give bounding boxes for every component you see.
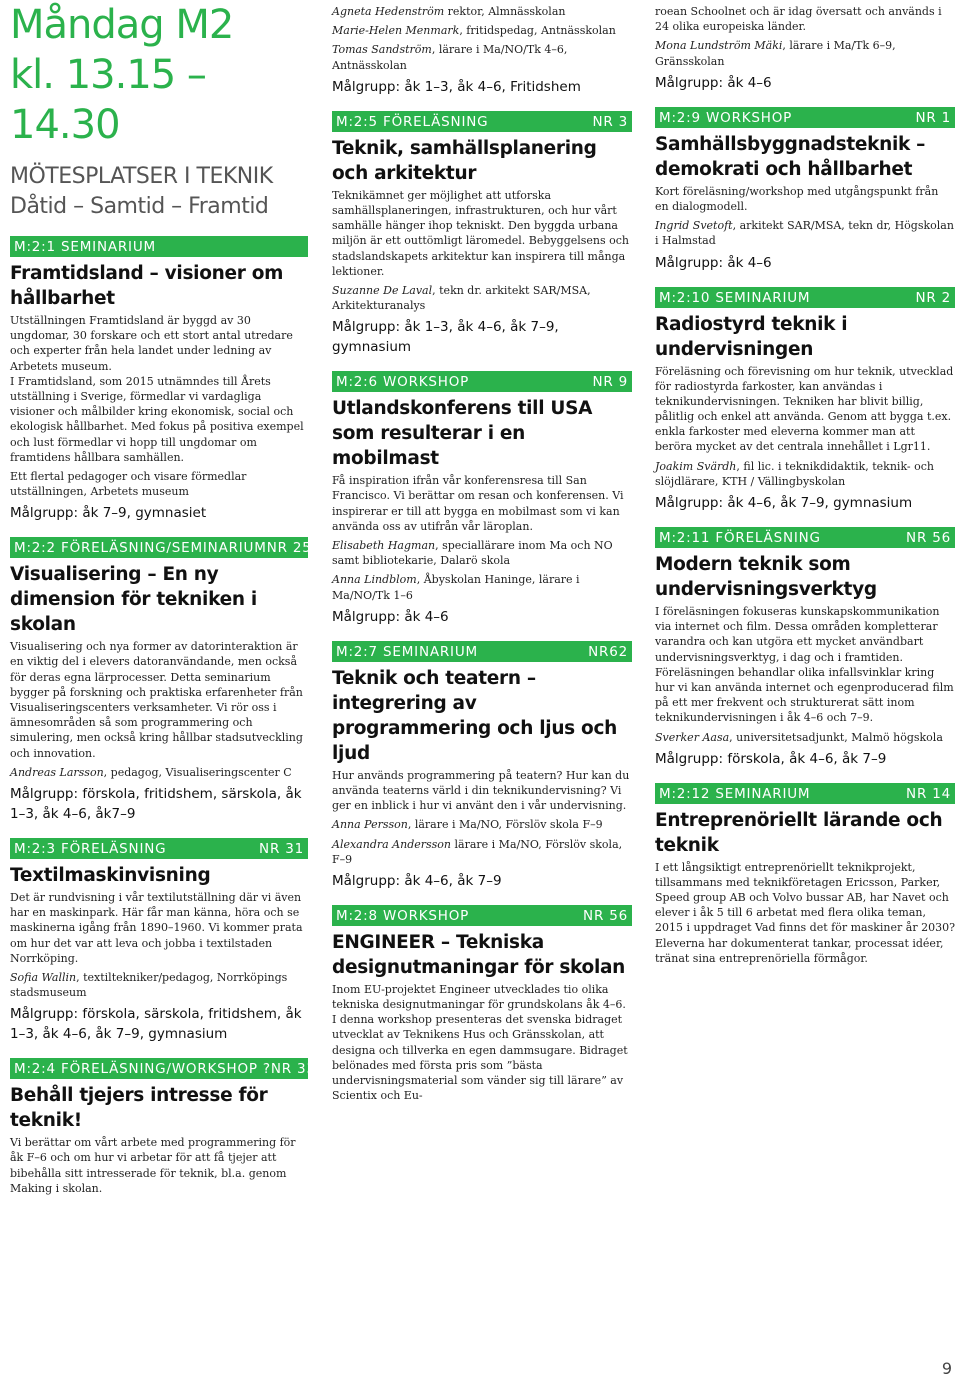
session-code: M:2:11 FÖRELÄSNING bbox=[659, 530, 821, 546]
session-title: Teknik, samhällsplanering och arkitektur bbox=[332, 137, 597, 184]
session-code: M:2:9 WORKSHOP bbox=[659, 109, 793, 126]
session-description: I ett långsiktigt entreprenöriellt teknikprojekt, tillsammans med teknikföretagen Ericsson, Parker, Speed group AB och Volvo bussar AB, har Navet och elever i åk 5 till 6 arbetat med flera olika teman, 2015 i uppdraget Vad finns det för maskiner år 2030? Eleverna har dokumenterat tankar, processat idéer, tränat sina entreprenöriella förmågor. bbox=[655, 860, 955, 965]
session-code: M:2:12 SEMINARIUM bbox=[659, 785, 811, 802]
day-title: Måndag M2 bbox=[10, 2, 234, 48]
session-bar bbox=[655, 783, 955, 804]
presenter-affiliation: Ett flertal pedagoger och visare förmedlar utställningen, Arbetets museum bbox=[10, 469, 247, 499]
program-item bbox=[655, 527, 955, 769]
session-bar bbox=[655, 527, 955, 548]
session-description: I Framtidsland, som 2015 utnämndes till Årets utställning i Sverige, förmedlar vi vardagliga visioner och målbilder kring ekonomisk, social och ekologisk hållbarhet. Med fokus på positiva exempel och lust förmedlar vi hopp till ungdomar om framtidens hållbara samhällen. bbox=[10, 374, 304, 464]
presenter-name: Joakim Svärdh bbox=[655, 459, 737, 473]
column-middle bbox=[332, 0, 632, 1384]
presenter bbox=[332, 4, 632, 19]
presenter-name: Anna Lindblom bbox=[332, 573, 417, 587]
presenter-name: Marie-Helen Menmark bbox=[332, 24, 460, 38]
presenter-affiliation: , Åbyskolan Haninge, lärare i Ma/NO/Tk 1–6 bbox=[332, 573, 580, 602]
session-description: Kort föreläsning/workshop med utgångspunkt från en dialogmodell. bbox=[655, 184, 939, 213]
presenter-name: Elisabeth Hagman bbox=[332, 539, 436, 552]
theme-subtitle: Dåtid – Samtid – Framtid bbox=[10, 194, 269, 219]
program-item bbox=[332, 641, 632, 891]
program-item bbox=[655, 4, 955, 93]
target-group: Målgrupp: åk 7–9, gymnasiet bbox=[10, 505, 207, 522]
session-bar bbox=[332, 905, 632, 926]
presenter-affiliation: , speciallärare inom Ma och NO samt bibliotekarie, Dalarö skola bbox=[332, 539, 613, 568]
presenter-affiliation: , lärare i Ma/Tk 6–9, Gränsskolan bbox=[655, 39, 896, 68]
session-title: Framtidsland – visioner om hållbarhet bbox=[10, 263, 284, 309]
target-group: Målgrupp: förskola, åk 4–6, åk 7–9 bbox=[655, 750, 887, 767]
presenter bbox=[655, 730, 955, 745]
presenter-name: Sverker Aasa bbox=[655, 730, 730, 744]
session-code: M:2:2 FÖRELÄSNING/SEMINARIUM bbox=[14, 540, 267, 557]
session-room: NR 56 bbox=[583, 907, 628, 924]
presenter-name: Sofia Wallin bbox=[10, 970, 77, 984]
presenter bbox=[655, 218, 955, 248]
session-room: NR 2 bbox=[915, 289, 951, 306]
column-left bbox=[10, 0, 316, 1384]
theme-title: MÖTESPLATSER I TEKNIK bbox=[10, 164, 273, 189]
session-description: Det är rundvisning i vår textilutställning där vi även har en maskinpark. Här får man känna, höra och se maskinerna igång från 1890–1960. Vi kommer prata om hur det var att leva och jobba i textilstaden Norrköping. bbox=[10, 890, 303, 965]
target-group: Målgrupp: förskola, fritidshem, särskola, åk 1–3, åk 4–6, åk7–9 bbox=[10, 785, 302, 822]
presenter-affiliation: , lärare i Ma/NO/Tk 4–6, Antnässkolan bbox=[332, 43, 568, 72]
program-item bbox=[10, 236, 308, 523]
presenter bbox=[332, 572, 632, 602]
session-description: Visualisering och nya former av datorinteraktion är en viktig del i elevers datoranvändande, men också för deras egna lärprocesser. Detta seminarium bygger på forskning och praktiska erfarenheter från Visualiseringscenters verksamheter. Vi rör oss i ämnesområden så som programmering och simulering, men också kring hållbar stadsutveckling och innovation. bbox=[10, 640, 303, 760]
target-group: Målgrupp: åk 4–6 bbox=[655, 74, 772, 91]
presenter-affiliation: , fil lic. i teknikdidaktik, teknik- och slöjdlärare, KTH / Vällingbyskolan bbox=[655, 459, 934, 488]
session-code: M:2:1 SEMINARIUM bbox=[14, 239, 156, 255]
session-description: Vi berättar om vårt arbete med programmering för åk F–6 och om hur vi arbetar för att få tjejer att bibehålla sitt intresserade för teknik, bl.a. genom Making i skolan. bbox=[10, 1136, 296, 1195]
session-bar bbox=[10, 1058, 316, 1079]
presenter-affiliation: , arkitekt SAR/MSA, tekn dr, Högskolan i Halmstad bbox=[655, 219, 954, 248]
presenter-name: Agneta Hedenström bbox=[332, 5, 445, 18]
target-group: Målgrupp: åk 4–6 bbox=[655, 254, 772, 271]
presenter bbox=[10, 970, 308, 1000]
session-room: NR 3 bbox=[592, 113, 628, 130]
session-room: NR 14 bbox=[906, 785, 951, 802]
session-description: Utställningen Framtidsland är byggd av 30 ungdomar, 30 forskare och ett stort antal utredare och experter från hela landet under ledning av Arbetets museum. bbox=[10, 314, 293, 373]
target-group: Målgrupp: åk 1–3, åk 4–6, åk 7–9, gymnasium bbox=[332, 319, 559, 356]
session-bar bbox=[332, 371, 632, 392]
presenter-affiliation: , tekn dr. arkitekt SAR/MSA, Arkitekturanalys bbox=[332, 283, 591, 313]
session-title: Textilmaskinvisning bbox=[10, 864, 211, 886]
presenter-affiliation: , pedagog, Visualiseringscenter C bbox=[103, 765, 292, 779]
session-description: I föreläsningen fokuseras kunskapskommunikation via internet och film. Dessa områden kompletterar varandra och kan utgöra ett mycket användbart undervisningsverktyg, i dag och i framtiden. Föreläsningen behandlar olika infallsvinklar kring hur vi kan använda internet och egenproducerad film på ett mer frekvent och strukturerat sätt inom teknikundervisningen i åk 4–6 och 7–9. bbox=[655, 605, 954, 725]
target-group: Målgrupp: förskola, särskola, fritidshem, åk 1–3, åk 4–6, åk 7–9, gymnasium bbox=[10, 1006, 302, 1043]
presenter-affiliation: rektor, Almnässkolan bbox=[444, 5, 566, 18]
session-room: NR62 bbox=[588, 643, 628, 660]
session-code: M:2:4 FÖRELÄSNING/WORKSHOP ? bbox=[14, 1061, 271, 1078]
session-code: M:2:10 SEMINARIUM bbox=[659, 289, 811, 306]
session-title: Utlandskonferens till USA som resulterar i en mobilmast bbox=[332, 398, 593, 470]
presenter-affiliation: , lärare i Ma/NO, Förslöv skola F–9 bbox=[407, 818, 603, 832]
presenter-affiliation: , universitetsadjunkt, Malmö högskola bbox=[729, 730, 943, 744]
session-description: roean Schoolnet och är idag översatt och används i 24 olika europeiska länder. bbox=[655, 5, 942, 34]
presenter-affiliation: , textiltekniker/pedagog, Norrköpings stadsmuseum bbox=[10, 970, 288, 1000]
session-bar bbox=[332, 111, 632, 132]
program-item bbox=[10, 537, 312, 824]
session-description: Få inspiration ifrån vår konferensresa till San Francisco. Vi berättar om resan och konferensen. Vi inspirerar er till att bygga en mobilmast som vi kan använda oss av utifrån vår läroplan. bbox=[332, 474, 624, 533]
session-room: NR 25 bbox=[266, 540, 312, 557]
program-item bbox=[332, 905, 632, 1104]
program-item bbox=[655, 783, 955, 966]
program-item bbox=[655, 287, 955, 514]
session-description: Föreläsning och förevisning om hur teknik, utvecklad för radiostyrda farkoster, kan användas i teknikundervisningen. Tekniken har blivit billig, pålitlig och enkel att använda. Genom att bygga t.ex. enkla farkoster med eleverna kommer man att beröra mycket av det centrala innehållet i Lgr11. bbox=[655, 364, 954, 454]
session-room: NR 31 bbox=[259, 840, 304, 857]
program-item bbox=[332, 371, 632, 627]
column-right bbox=[655, 0, 955, 1384]
day-header bbox=[10, 0, 308, 222]
presenter-name: Tomas Sandström bbox=[332, 43, 432, 57]
presenter-name: Anna Persson bbox=[332, 818, 408, 832]
presenter bbox=[10, 469, 308, 499]
presenter bbox=[332, 23, 632, 38]
session-bar bbox=[10, 537, 312, 558]
presenter-name: Suzanne De Laval bbox=[332, 283, 433, 297]
target-group: Målgrupp: åk 4–6, åk 7–9, gymnasium bbox=[655, 495, 913, 511]
session-code: M:2:7 SEMINARIUM bbox=[336, 643, 478, 660]
session-title: Modern teknik som undervisningsverktyg bbox=[655, 554, 877, 600]
session-title: Behåll tjejers intresse för teknik! bbox=[10, 1085, 268, 1132]
program-item bbox=[10, 1058, 316, 1196]
session-code: M:2:3 FÖRELÄSNING bbox=[14, 840, 167, 857]
session-bar bbox=[10, 838, 308, 859]
session-room: NR 9 bbox=[592, 374, 628, 391]
session-room: NR 33 bbox=[270, 1061, 316, 1078]
presenter-name: Mona Lundström Mäki bbox=[655, 39, 783, 53]
presenter-name: Alexandra Andersson bbox=[332, 837, 452, 851]
presenter bbox=[332, 837, 632, 867]
presenter bbox=[332, 42, 632, 72]
program-item bbox=[332, 111, 632, 358]
session-title: Entreprenöriellt lärande och teknik bbox=[655, 809, 943, 856]
presenter bbox=[655, 459, 955, 489]
session-description: Inom EU-projektet Engineer utvecklades tio olika tekniska designutmaningar för grundskolans åk 4–6. I denna workshop presenteras det svenska bidraget utvecklat av Teknikens Hus och Gränsskolan, att designa och tillverka en egen dammsugare. Bidraget belönades med första pris som ”bästa undervisningsmaterial som vänder sig till lärare” av Scientix och Eu- bbox=[332, 982, 628, 1103]
program-item bbox=[10, 838, 308, 1044]
session-room: NR 56 bbox=[906, 530, 951, 546]
session-bar bbox=[10, 236, 308, 257]
presenter-affiliation: , fritidspedag, Antnässkolan bbox=[459, 24, 616, 38]
time-title: kl. 13.15 – 14.30 bbox=[10, 52, 206, 148]
session-code: M:2:8 WORKSHOP bbox=[336, 907, 470, 924]
target-group: Målgrupp: åk 1–3, åk 4–6, Fritidshem bbox=[332, 78, 581, 95]
presenter-name: Andreas Larsson bbox=[10, 765, 104, 779]
target-group: Målgrupp: åk 4–6, åk 7–9 bbox=[332, 872, 502, 889]
presenter bbox=[10, 765, 308, 780]
page-number: 9 bbox=[941, 1359, 952, 1378]
session-bar bbox=[655, 107, 955, 128]
presenter bbox=[332, 283, 632, 313]
program-item bbox=[332, 4, 632, 97]
program-item bbox=[655, 107, 955, 273]
session-bar bbox=[332, 641, 632, 662]
session-title: Visualisering – En ny dimension för tekniken i skolan bbox=[10, 564, 257, 636]
session-bar bbox=[655, 287, 955, 308]
session-title: Samhällsbyggnadsteknik – demokrati och hållbarhet bbox=[655, 133, 926, 180]
session-title: Teknik och teatern – integrering av programmering och ljus och ljud bbox=[332, 667, 617, 764]
presenter-affiliation: lärare i Ma/NO, Förslöv skola, F–9 bbox=[332, 837, 623, 866]
session-description: Hur används programmering på teatern? Hur kan du använda teaterns värld i din teknikundervisning? Vi ger en inblick i hur vi använt den i vår undervisning. bbox=[332, 768, 630, 813]
session-code: M:2:6 WORKSHOP bbox=[336, 374, 470, 391]
session-room: NR 1 bbox=[915, 109, 951, 126]
session-title: Radiostyrd teknik i undervisningen bbox=[655, 313, 848, 360]
session-code: M:2:5 FÖRELÄSNING bbox=[336, 113, 489, 130]
session-title: ENGINEER – Tekniska designutmaningar för skolan bbox=[332, 931, 626, 978]
presenter bbox=[332, 538, 632, 568]
presenter-name: Ingrid Svetoft bbox=[655, 219, 733, 233]
presenter bbox=[655, 38, 955, 68]
presenter bbox=[332, 817, 632, 832]
target-group: Målgrupp: åk 4–6 bbox=[332, 608, 449, 625]
session-description: Teknikämnet ger möjlighet att utforska samhällsplaneringen, infrastrukturen, och hur vårt samhälle hänger ihop tekniskt. Den byggda urbana miljön är ett outtömligt läromedel. Bebyggelsens och stadslandskapets arkitektur kan inspirera till många lektioner. bbox=[332, 188, 630, 278]
